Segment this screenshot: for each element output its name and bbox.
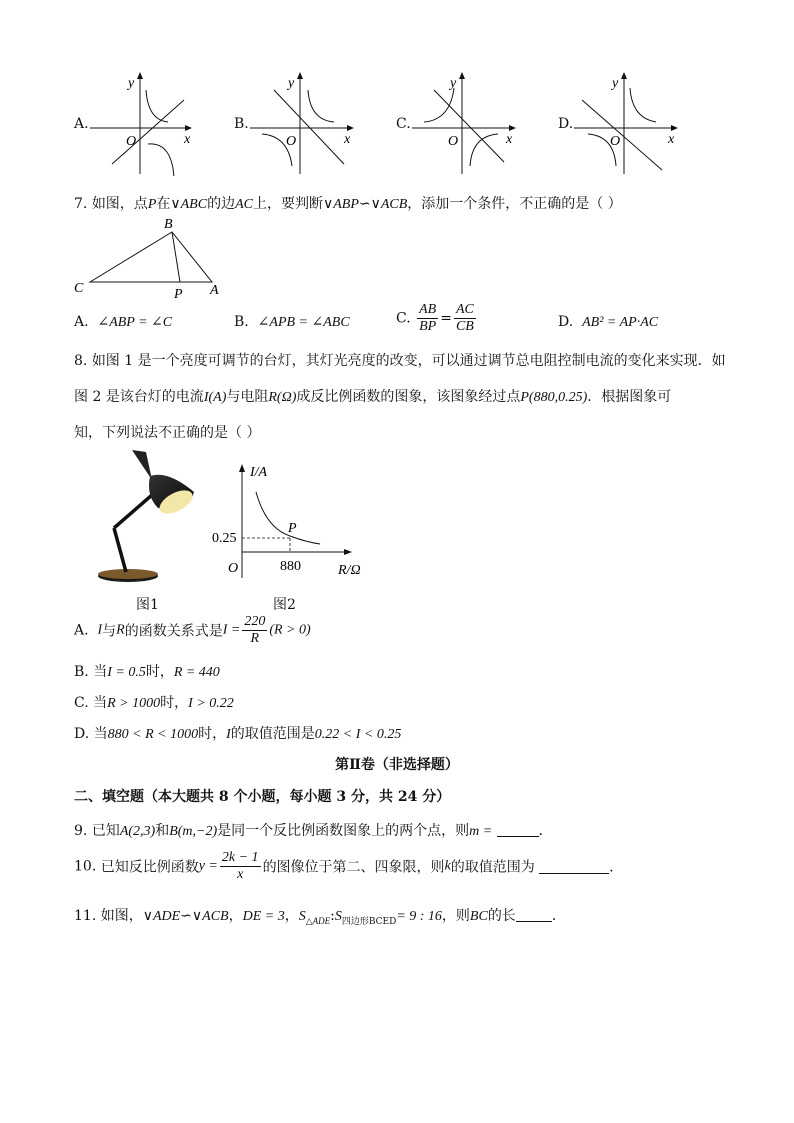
- question-8-line-2: 图 2 是该台灯的电流I(A)与电阻R(Ω)成反比例函数的图象，该图象经过点P(880,0.25)．根据图象可: [74, 389, 672, 405]
- vertex-label-c: C: [74, 281, 84, 296]
- question-9: 9. 已知A(2,3)和B(m,−2)是同一个反比例函数图象上的两个点，则m = ．: [74, 823, 553, 839]
- x-axis-label: x: [344, 132, 351, 147]
- origin-label: O: [286, 134, 297, 149]
- x-axis-label: R/Ω: [338, 563, 361, 578]
- question-10: 10. 已知反比例函数y = $\frac{2k - 1}{x}$ 的图像位于第二、四象限，则k的取值范围为 ．: [74, 850, 624, 882]
- desk-lamp-image: [96, 446, 202, 586]
- hyperbola-graph-b: [248, 70, 360, 176]
- current-resistance-graph: [206, 460, 378, 584]
- answer-blank[interactable]: [497, 822, 539, 837]
- hyperbola-graph-c: [410, 70, 522, 176]
- q6-option-letter: A.: [74, 116, 89, 132]
- answer-blank[interactable]: [539, 859, 609, 874]
- vertex-label-a: A: [210, 283, 219, 298]
- y-tick-label: 0.25: [212, 531, 237, 546]
- q8-option-d: D. 当880 < R < 1000时，I的取值范围是0.22 < I < 0.25: [74, 726, 402, 742]
- q7-option-d: D. AB² = AP·AC: [558, 314, 659, 330]
- q8-option-a: A. I与R的函数关系式是I = $\frac{220}{R}$ (R > 0): [74, 614, 311, 646]
- x-tick-label: 880: [280, 559, 301, 574]
- x-axis-label: x: [506, 132, 513, 147]
- origin-label: O: [126, 134, 137, 149]
- q8-option-b: B. 当I = 0.5时，R = 440: [74, 664, 220, 680]
- hyperbola-graph-a: [88, 70, 198, 176]
- question-8-line-1: 8. 如图 1 是一个亮度可调节的台灯，其灯光亮度的改变，可以通过调节总电阻控制电流的变化来实现．如: [74, 353, 726, 369]
- figure-2-caption: 图2: [273, 597, 296, 613]
- q7-option-a: A. ∠ABP = ∠C: [74, 314, 173, 330]
- triangle-figure: [70, 214, 230, 304]
- question-7-text: 7. 如图，点P在∨ABC的边AC上，要判断∨ABP∽∨ACB，添加一个条件，不正确的是（ ）: [74, 196, 622, 212]
- q6-option-letter: D.: [558, 116, 574, 132]
- vertex-label-b: B: [164, 217, 173, 232]
- section-heading: 二、填空题（本大题共 8 个小题，每小题 3 分，共 24 分）: [74, 789, 451, 805]
- y-axis-label: y: [450, 76, 457, 91]
- y-axis-label: y: [612, 76, 619, 91]
- origin-label: O: [448, 134, 459, 149]
- question-11: 11. 如图，∨ADE∽∨ACB，DE = 3，$S_{\triangle ADE}:S_{四边形BCED}= 9$ : 16，则BC的长 ．: [74, 908, 566, 927]
- section-title: 第Ⅱ卷（非选择题）: [335, 757, 459, 773]
- figure-1-caption: 图1: [136, 597, 159, 613]
- question-8-line-3: 知，下列说法不正确的是（ ）: [74, 425, 261, 441]
- q6-option-letter: C.: [396, 116, 411, 132]
- y-axis-label: I/A: [250, 465, 268, 480]
- point-label-p: P: [288, 521, 297, 536]
- origin-label: O: [610, 134, 621, 149]
- x-axis-label: x: [184, 132, 191, 147]
- origin-label: O: [228, 561, 239, 576]
- hyperbola-graph-d: [572, 70, 684, 176]
- q8-option-c: C. 当R > 1000时，I > 0.22: [74, 695, 234, 711]
- q7-option-c: C. $\frac{AB}{BP}$ = $\frac{AC}{CB}$: [396, 302, 474, 334]
- x-axis-label: x: [668, 132, 675, 147]
- q7-option-b: B. ∠APB = ∠ABC: [234, 314, 350, 330]
- y-axis-label: y: [288, 76, 295, 91]
- y-axis-label: y: [128, 76, 135, 91]
- answer-blank[interactable]: [516, 907, 552, 922]
- point-label-p: P: [174, 287, 183, 302]
- q6-option-letter: B.: [234, 116, 249, 132]
